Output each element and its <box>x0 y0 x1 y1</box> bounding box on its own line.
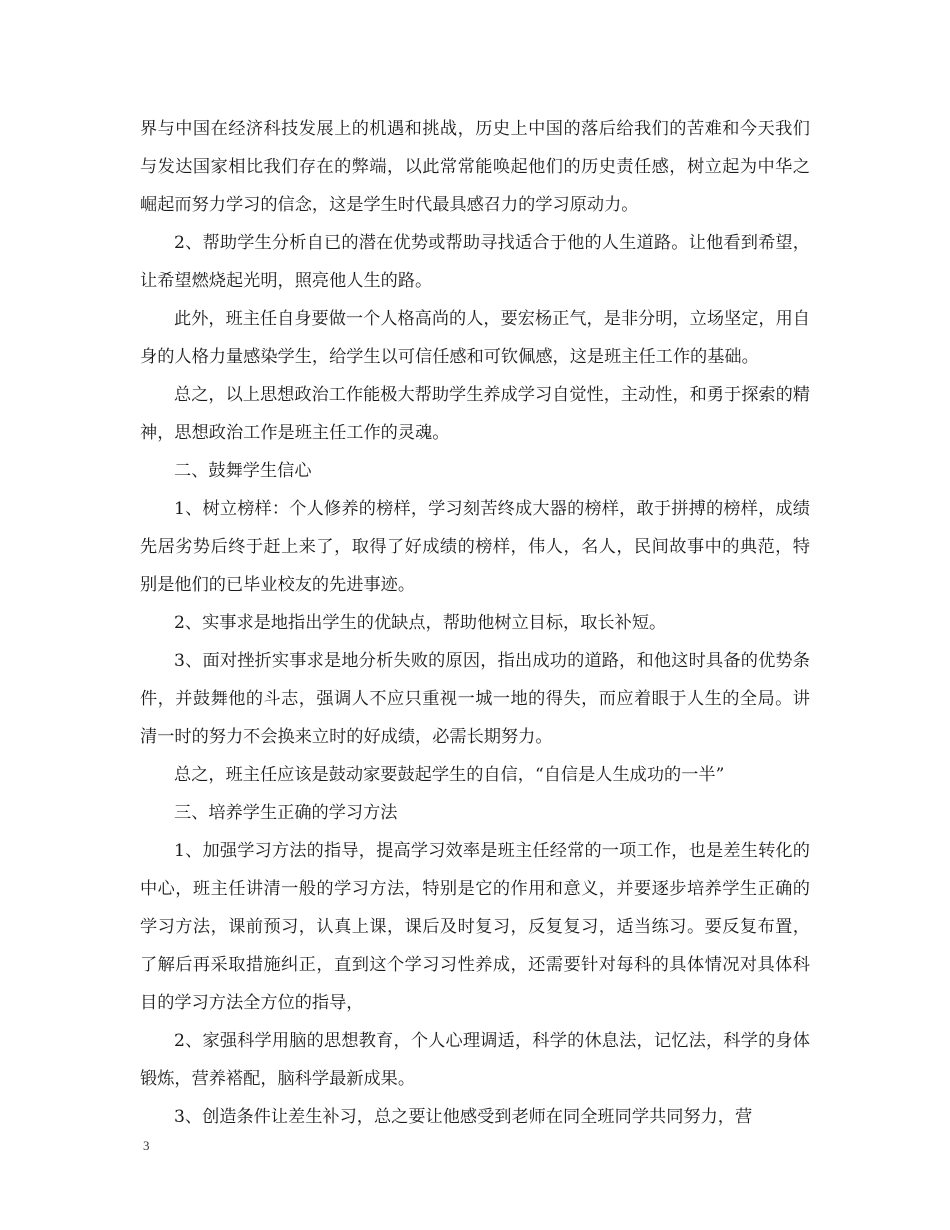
document-body <box>140 110 810 1136</box>
page-number: 3 <box>143 1138 150 1153</box>
paragraph-2: 2、帮助学生分析自已的潜在优势或帮助寻找适合于他的人生道路。让他看到希望，让希望燃烧起光明，照亮他人生的路。 <box>140 233 810 291</box>
paragraph-8: 3、面对挫折实事求是地分析失败的原因，指出成功的道路，和他这时具备的优势条件，并鼓舞他的斗志，强调人不应只重视一城一地的得失，而应着眼于人生的全局。讲清一时的努力不会换来立时的好成绩，必需长期努力。 <box>140 651 810 747</box>
paragraph-9: 总之，班主任应该是鼓动家要鼓起学生的自信，“自信是人生成功的一半” <box>174 765 725 785</box>
paragraph-11: 1、加强学习方法的指导，提高学习效率是班主任经常的一项工作，也是差生转化的中心，班主任讲清一般的学习方法，特别是它的作用和意义，并要逐步培养学生正确的学习方法，课前预习，认真上课，课后及时复习，反复复习，适当练习。要反复布置，了解后再采取措施纠正，直到这个学习习性养成，还需要针对每科的具体情况对具体科目的学习方法全方位的指导， <box>140 841 810 1013</box>
paragraph-3: 此外，班主任自身要做一个人格高尚的人，要宏杨正气，是非分明，立场坚定，用自身的人格力量感染学生，给学生以可信任感和可钦佩感，这是班主任工作的基础。 <box>140 309 810 367</box>
paragraph-4: 总之，以上思想政治工作能极大帮助学生养成学习自觉性，主动性，和勇于探索的精神，思想政治工作是班主任工作的灵魂。 <box>140 385 810 443</box>
section-heading-3: 三、培养学生正确的学习方法 <box>174 803 398 823</box>
paragraph-1: 界与中国在经济科技发展上的机遇和挑战，历史上中国的落后给我们的苦难和今天我们与发达国家相比我们存在的弊端，以此常常能唤起他们的历史责任感，树立起为中华之崛起而努力学习的信念，这是学生时代最具感召力的学习原动力。 <box>140 119 810 215</box>
paragraph-6: 1、树立榜样：个人修养的榜样，学习刻苦终成大器的榜样，敢于拼搏的榜样，成绩先居劣势后终于赶上来了，取得了好成绩的榜样，伟人，名人，民间故事中的典范，特别是他们的已毕业校友的先进事迹。 <box>140 499 810 595</box>
paragraph-13: 3、创造条件让差生补习，总之要让他感受到老师在同全班同学共同努力，营 <box>174 1107 753 1127</box>
paragraph-12: 2、家强科学用脑的思想教育，个人心理调适，科学的休息法，记忆法，科学的身体锻炼，营养褡配，脑科学最新成果。 <box>140 1031 810 1089</box>
paragraph-7: 2、实事求是地指出学生的优缺点，帮助他树立目标，取长补短。 <box>174 613 667 633</box>
section-heading-2: 二、鼓舞学生信心 <box>174 461 312 481</box>
